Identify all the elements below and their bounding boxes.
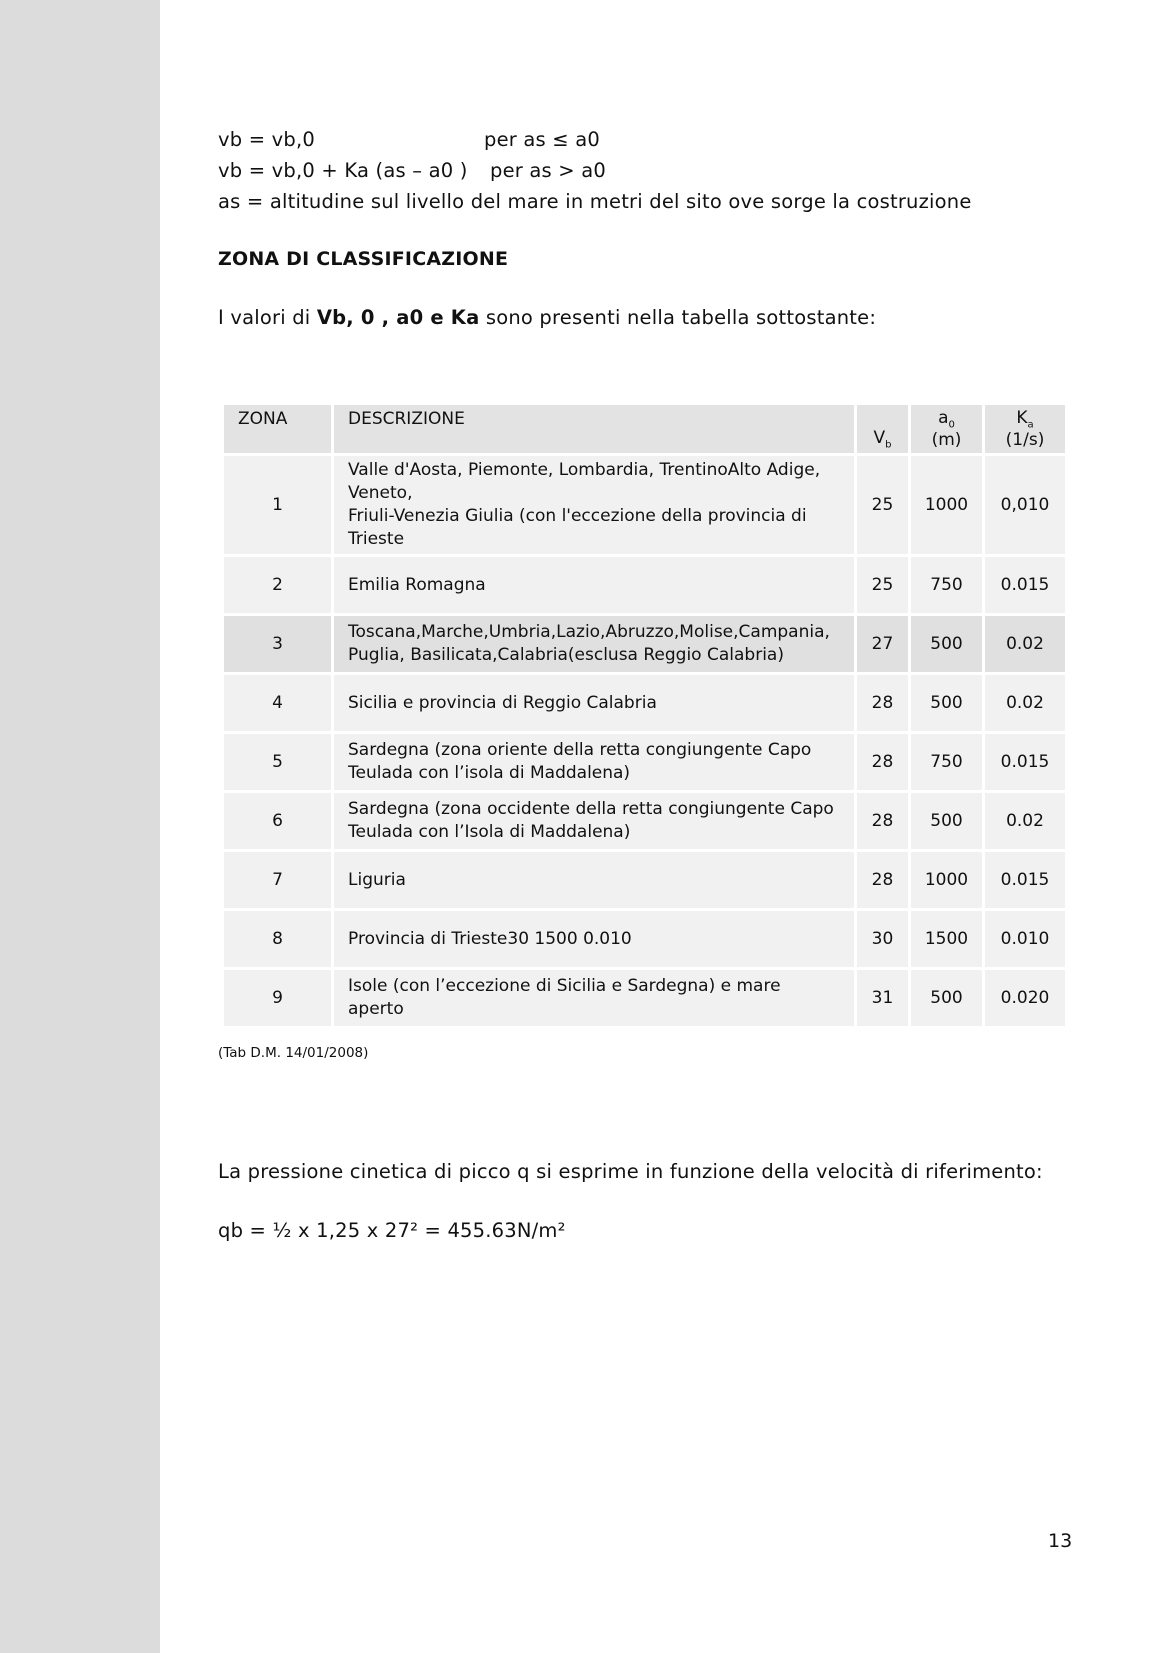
cell-a0: 500: [911, 970, 982, 1026]
cell-zona: 6: [224, 793, 331, 849]
cell-vb: 25: [857, 557, 908, 613]
descrizione-line: aperto: [348, 999, 404, 1019]
formula-1-lhs: vb = vb,0: [218, 128, 315, 151]
intro-bold-symbols: Vb, 0 , a0 e Ka: [316, 306, 480, 329]
table-row: [224, 852, 1065, 908]
descrizione-line: Trieste: [348, 529, 405, 549]
header-zona: ZONA: [224, 405, 331, 453]
cell-zona: 5: [224, 734, 331, 790]
wind-zones-table: [221, 402, 1068, 1029]
pressure-paragraph: La pressione cinetica di picco q si esprime in funzione della velocità di riferimento:: [218, 1160, 1043, 1183]
page-number: 13: [1048, 1530, 1073, 1552]
cell-vb: 28: [857, 852, 908, 908]
header-a0: $a_0$ (m): [911, 405, 982, 453]
table-row: [224, 557, 1065, 613]
cell-zona: 2: [224, 557, 331, 613]
cell-descrizione: [334, 734, 854, 790]
cell-a0: 500: [911, 675, 982, 731]
cell-a0: 1000: [911, 456, 982, 554]
cell-zona: 9: [224, 970, 331, 1026]
cell-descrizione: [334, 675, 854, 731]
cell-vb: 28: [857, 675, 908, 731]
table-row: [224, 616, 1065, 672]
descrizione-line: Friuli-Venezia Giulia (con l'eccezione della provincia di: [348, 506, 807, 526]
intro-prefix: I valori di: [218, 306, 317, 329]
formula-line-3: as = altitudine sul livello del mare in metri del sito ove sorge la costruzione: [218, 190, 972, 213]
cell-vb: 25: [857, 456, 908, 554]
page-margin-band: [0, 0, 160, 1653]
table-row: [224, 734, 1065, 790]
intro-paragraph: [218, 306, 876, 329]
cell-ka: 0.02: [985, 793, 1065, 849]
descrizione-line: Liguria: [348, 869, 406, 890]
cell-ka: 0,010: [985, 456, 1065, 554]
table-row: [224, 970, 1065, 1026]
table-header-row: [224, 405, 1065, 453]
descrizione-line: Sicilia e provincia di Reggio Calabria: [348, 692, 657, 713]
descrizione-line: Toscana,Marche,Umbria,Lazio,Abruzzo,Molise,Campania,: [348, 622, 830, 642]
cell-vb: 30: [857, 911, 908, 967]
descrizione-line: Sardegna (zona occidente della retta congiungente Capo: [348, 799, 834, 819]
descrizione-line: Teulada con l’Isola di Maddalena): [348, 822, 631, 842]
header-descrizione: DESCRIZIONE: [334, 405, 854, 453]
section-title: ZONA DI CLASSIFICAZIONE: [218, 248, 509, 270]
descrizione-line: Valle d'Aosta, Piemonte, Lombardia, TrentinoAlto Adige,: [348, 460, 821, 480]
formula-2-lhs: vb = vb,0 + Ka (as – a0 ): [218, 159, 468, 182]
cell-vb: 28: [857, 793, 908, 849]
cell-a0: 500: [911, 793, 982, 849]
cell-ka: 0.015: [985, 557, 1065, 613]
formula-1-rhs: per as ≤ a0: [484, 128, 600, 151]
header-vb: $V_b$: [857, 405, 908, 453]
header-ka: $K_a$ (1/s): [985, 405, 1065, 453]
cell-zona: 4: [224, 675, 331, 731]
cell-zona: 7: [224, 852, 331, 908]
cell-descrizione: [334, 616, 854, 672]
cell-zona: 8: [224, 911, 331, 967]
cell-descrizione: [334, 793, 854, 849]
cell-a0: 1000: [911, 852, 982, 908]
descrizione-line: Puglia, Basilicata,Calabria(esclusa Reggio Calabria): [348, 645, 784, 665]
formula-2-rhs: per as > a0: [490, 159, 606, 182]
cell-descrizione: [334, 970, 854, 1026]
cell-ka: 0.015: [985, 852, 1065, 908]
descrizione-line: Emilia Romagna: [348, 574, 486, 595]
pressure-formula: qb = ½ x 1,25 x 27² = 455.63N/m²: [218, 1219, 566, 1242]
cell-a0: 1500: [911, 911, 982, 967]
table-row: [224, 793, 1065, 849]
intro-suffix: sono presenti nella tabella sottostante:: [479, 306, 877, 329]
formula-line-2: [218, 159, 606, 182]
cell-descrizione: [334, 557, 854, 613]
cell-a0: 750: [911, 557, 982, 613]
descrizione-line: Sardegna (zona oriente della retta congiungente Capo: [348, 740, 812, 760]
table-row: [224, 456, 1065, 554]
descrizione-line: Isole (con l’eccezione di Sicilia e Sardegna) e mare: [348, 976, 781, 996]
cell-descrizione: [334, 911, 854, 967]
cell-a0: 750: [911, 734, 982, 790]
cell-descrizione: [334, 852, 854, 908]
table-row: [224, 675, 1065, 731]
cell-ka: 0.020: [985, 970, 1065, 1026]
descrizione-line: Provincia di Trieste30 1500 0.010: [348, 928, 632, 949]
cell-zona: 1: [224, 456, 331, 554]
formula-line-1: [218, 128, 600, 151]
table-caption: (Tab D.M. 14/01/2008): [218, 1045, 369, 1061]
cell-ka: 0.010: [985, 911, 1065, 967]
cell-ka: 0.02: [985, 616, 1065, 672]
descrizione-line: Veneto,: [348, 483, 413, 503]
descrizione-line: Teulada con l’isola di Maddalena): [348, 763, 631, 783]
cell-vb: 31: [857, 970, 908, 1026]
cell-a0: 500: [911, 616, 982, 672]
table-row: [224, 911, 1065, 967]
cell-vb: 27: [857, 616, 908, 672]
cell-zona: 3: [224, 616, 331, 672]
cell-vb: 28: [857, 734, 908, 790]
cell-descrizione: [334, 456, 854, 554]
table-body: [224, 456, 1065, 1026]
cell-ka: 0.015: [985, 734, 1065, 790]
cell-ka: 0.02: [985, 675, 1065, 731]
